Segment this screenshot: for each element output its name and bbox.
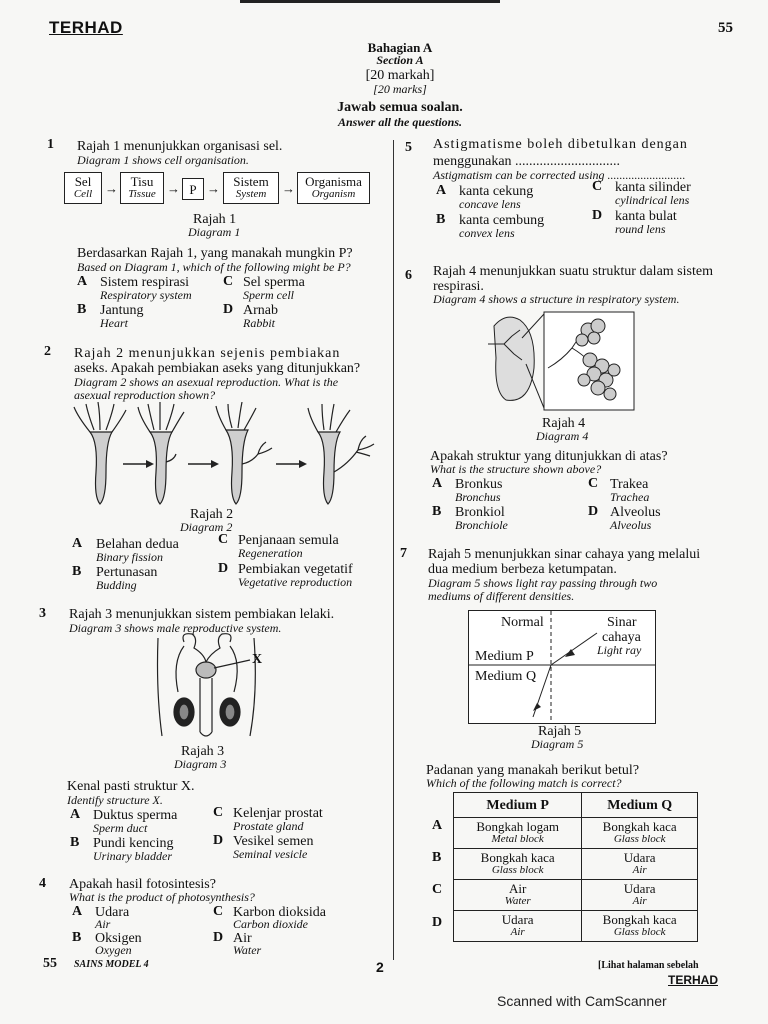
q4-text: Apakah hasil fotosintesis? [69,877,216,892]
q2-opt-d-en: Vegetative reproduction [238,575,353,589]
q5-text-2: menggunakan .............................. [433,154,621,169]
page-number-top: 55 [718,20,733,36]
q3-opt-a[interactable]: Duktus sperma [93,808,178,823]
q5-opt-c-letter[interactable]: C [592,179,603,194]
q6-text-en: Diagram 4 shows a structure in respiratory system. [433,292,680,306]
q1-opt-b-en: Heart [100,316,128,330]
q5-text-en: Astigmatism can be corrected using .......................... [433,168,686,182]
q5-opt-d-en: round lens [615,222,666,236]
q3-opt-d-en: Seminal vesicle [233,847,308,861]
q4-opt-d[interactable]: Air [233,931,252,946]
table-head-q: Medium Q [582,793,698,818]
q1-opt-c[interactable]: Sel sperma [243,275,305,290]
q6-opt-a[interactable]: Bronkus [455,477,503,492]
q1-opt-a[interactable]: Sistem respirasi [100,275,190,290]
q1-opt-b-letter[interactable]: B [77,302,87,317]
q5-opt-d[interactable]: kanta bulat [615,209,677,224]
ray-label-en: Light ray [597,643,642,657]
q5-opt-a[interactable]: kanta cekung [459,184,534,199]
q3-opt-c[interactable]: Kelenjar prostat [233,806,323,821]
q5-number: 5 [405,140,412,155]
q1-box-organism: Organisma Organism [297,172,370,204]
q3-text: Rajah 3 menunjukkan sistem pembiakan lelaki. [69,607,335,622]
diagram4-caption: Rajah 4 [542,416,586,431]
q6-opt-b[interactable]: Bronkiol [455,505,505,520]
q1-opt-d-en: Rabbit [243,316,275,330]
matching-table [453,792,698,942]
diagram1-caption: Rajah 1 [193,212,237,227]
q1-stem: Berdasarkan Rajah 1, yang manakah mungkin P? [77,246,353,261]
q3-opt-b-letter[interactable]: B [70,835,80,850]
page-edge-shadow [240,0,500,3]
q5-opt-b[interactable]: kanta cembung [459,213,545,228]
q4-opt-a-letter[interactable]: A [72,904,83,919]
q2-opt-c-en: Regeneration [238,546,303,560]
q2-opt-b-letter[interactable]: B [72,564,82,579]
q4-opt-d-letter[interactable]: D [213,930,224,945]
q6-opt-d[interactable]: Alveolus [610,505,661,520]
q1-box-tissue: Tisu Tissue [120,172,164,204]
q1-box-p: P [182,178,204,200]
q7-stem: Padanan yang manakah berikut betul? [426,763,640,778]
q5-opt-d-letter[interactable]: D [592,208,603,223]
q3-opt-a-letter[interactable]: A [70,807,81,822]
q1-text-en: Diagram 1 shows cell organisation. [77,153,249,167]
light-ray-diagram [468,610,656,724]
diagram4-caption-en: Diagram 4 [536,429,589,443]
normal-label: Normal [501,615,544,630]
instructions: Jawab semua soalan. [337,100,463,115]
q5-opt-a-letter[interactable]: A [436,183,447,198]
q4-text-en: What is the product of photosynthesis? [69,890,255,904]
table-head-p: Medium P [454,793,582,818]
q4-opt-d-en: Water [233,943,262,957]
q3-opt-a-en: Sperm duct [93,821,148,835]
q4-opt-c-en: Carbon dioxide [233,917,308,931]
instructions-en: Answer all the questions. [337,115,463,129]
q1-stem-en: Based on Diagram 1, which of the following might be P? [77,260,351,274]
q5-text-1: Astigmatisme boleh dibetulkan dengan [433,137,688,152]
q4-opt-c-letter[interactable]: C [213,904,224,919]
q1-number: 1 [47,137,54,152]
diagram5-caption: Rajah 5 [538,724,582,739]
section-marks-en: [20 marks] [373,82,427,96]
hydra-diagram [68,402,378,508]
q2-text-2: aseks. Apakah pembiakan aseks yang ditunjukkan? [74,361,361,376]
q1-opt-a-en: Respiratory system [100,288,192,302]
q3-opt-d[interactable]: Vesikel semen [233,834,314,849]
q5-opt-c-en: cylindrical lens [615,193,690,207]
restricted-label-bottom: TERHAD [668,973,718,987]
diagram2-caption: Rajah 2 [190,507,234,522]
q1-opt-c-letter[interactable]: C [223,274,234,289]
q3-opt-b-en: Urinary bladder [93,849,172,863]
diagram1-caption-en: Diagram 1 [188,225,241,239]
q6-opt-b-letter[interactable]: B [432,504,442,519]
section-marks: [20 markah] [365,68,435,83]
q2-number: 2 [44,344,51,359]
q6-stem: Apakah struktur yang ditunjukkan di atas? [430,449,668,464]
q2-text-1: Rajah 2 menunjukkan sejenis pembiakan [74,346,341,361]
q1-box-cell: Sel Cell [64,172,102,204]
q2-text-en-2: asexual reproduction shown? [74,388,216,402]
q2-opt-a[interactable]: Belahan dedua [96,537,179,552]
table-row[interactable]: Bongkah kaca Glass block Udara Air [454,849,698,880]
q2-opt-d[interactable]: Pembiakan vegetatif [238,562,353,577]
next-page-note: [Lihat halaman sebelah [598,960,699,971]
q4-opt-b-en: Oxygen [95,943,132,957]
ray-label-2: cahaya [602,630,641,645]
page-number-bottom-left: 55 [43,956,57,971]
row-a-letter[interactable]: A [432,818,443,833]
q1-box-system: Sistem System [223,172,279,204]
label-x: X [252,652,263,667]
q6-number: 6 [405,268,412,283]
medium-p-label: Medium P [475,649,534,664]
q4-opt-a[interactable]: Udara [95,905,130,920]
q4-opt-a-en: Air [95,917,111,931]
q5-opt-c[interactable]: kanta silinder [615,180,691,195]
q6-opt-c-en: Trachea [610,490,650,504]
bronchiole-diagram [486,308,636,414]
q4-opt-c[interactable]: Karbon dioksida [233,905,326,920]
q6-text-1: Rajah 4 menunjukkan suatu struktur dalam sistem [433,264,713,279]
q5-opt-a-en: concave lens [459,197,521,211]
book-title: SAINS MODEL 4 [74,959,149,970]
q5-opt-b-en: convex lens [459,226,515,240]
q3-number: 3 [39,606,46,621]
q1-opt-d-letter[interactable]: D [223,302,234,317]
q2-opt-b-en: Budding [96,578,137,592]
restricted-label-top: TERHAD [49,18,123,37]
section-title: Bahagian A [367,40,433,55]
q1-opt-a-letter[interactable]: A [77,274,88,289]
q2-opt-d-letter[interactable]: D [218,561,229,576]
row-c-letter[interactable]: C [432,882,443,897]
camscanner-watermark: Scanned with CamScanner [497,993,667,1009]
q3-opt-c-letter[interactable]: C [213,805,224,820]
q2-opt-b[interactable]: Pertunasan [96,565,158,580]
q7-text-2: dua medium berbeza ketumpatan. [428,562,617,577]
q6-opt-c[interactable]: Trakea [610,477,649,492]
section-title-en: Section A [376,53,424,67]
page-number-bottom-center: 2 [376,959,384,975]
diagram5-caption-en: Diagram 5 [531,737,584,751]
table-row[interactable]: Udara Air Bongkah kaca Glass block [454,911,698,942]
q6-stem-en: What is the structure shown above? [430,462,602,476]
q4-number: 4 [39,876,46,891]
q7-text-en-2: mediums of different densities. [428,589,575,603]
q2-opt-a-en: Binary fission [96,550,164,564]
q6-opt-a-en: Bronchus [455,490,501,504]
q7-text-en-1: Diagram 5 shows light ray passing through two [428,576,658,590]
medium-q-label: Medium Q [475,669,537,684]
q1-opt-b[interactable]: Jantung [100,303,144,318]
q6-text-2: respirasi. [433,279,484,294]
diagram3-caption: Rajah 3 [181,744,225,759]
q3-opt-c-en: Prostate gland [233,819,304,833]
q3-stem-en: Identify structure X. [67,793,163,807]
q4-opt-b-letter[interactable]: B [72,930,82,945]
q6-opt-c-letter[interactable]: C [588,476,599,491]
q6-opt-a-letter[interactable]: A [432,476,443,491]
q3-opt-b[interactable]: Pundi kencing [93,836,174,851]
q3-opt-d-letter[interactable]: D [213,833,224,848]
ray-label-1: Sinar [607,615,637,630]
row-b-letter[interactable]: B [432,850,442,865]
q3-stem: Kenal pasti struktur X. [67,779,195,794]
q1-opt-c-en: Sperm cell [243,288,294,302]
diagram2-caption-en: Diagram 2 [180,520,233,534]
column-divider [393,140,394,960]
row-d-letter[interactable]: D [432,915,443,930]
q4-opt-b[interactable]: Oksigen [95,931,142,946]
q2-opt-a-letter[interactable]: A [72,536,83,551]
q1-opt-d[interactable]: Arnab [243,303,278,318]
table-row[interactable]: Air Water Udara Air [454,880,698,911]
q7-text-1: Rajah 5 menunjukkan sinar cahaya yang melalui [428,547,701,562]
q5-opt-b-letter[interactable]: B [436,212,446,227]
male-reproductive-diagram [154,632,264,744]
q7-stem-en: Which of the following match is correct? [426,776,622,790]
diagram3-caption-en: Diagram 3 [174,757,227,771]
q6-opt-b-en: Bronchiole [455,518,508,532]
q2-opt-c-letter[interactable]: C [218,532,229,547]
q6-opt-d-en: Alveolus [610,518,652,532]
q6-opt-d-letter[interactable]: D [588,504,599,519]
q3-text-en: Diagram 3 shows male reproductive system. [69,621,282,635]
q1-text: Rajah 1 menunjukkan organisasi sel. [77,139,283,154]
q2-opt-c[interactable]: Penjanaan semula [238,533,339,548]
q2-text-en-1: Diagram 2 shows an asexual reproduction. What is the [74,375,339,389]
table-row[interactable]: Bongkah logam Metal block Bongkah kaca Glass block [454,818,698,849]
q7-number: 7 [400,546,407,561]
